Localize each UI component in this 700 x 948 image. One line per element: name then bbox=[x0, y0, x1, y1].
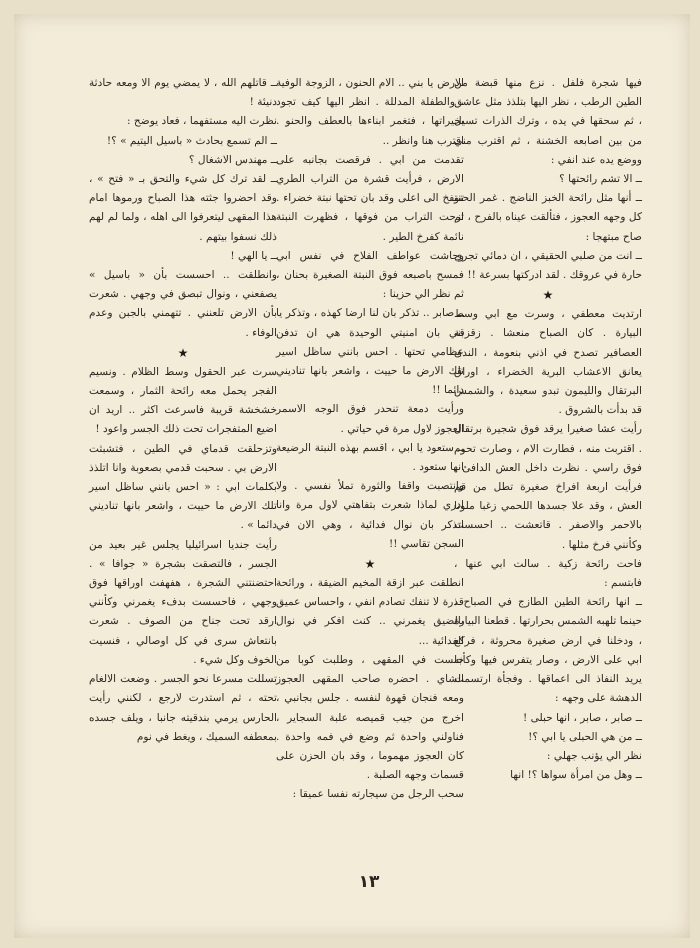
paragraph: ــ ستعود يا ابي ، اقسم بهذه النبتة الرضيعة انها ستعود . bbox=[276, 441, 464, 474]
paragraph: جلست في المقهى ، وطلبت كوبا من الشاي . احضره صاحب المقهى العجوز ومعه فنجان قهوة لنفسه . جلس بجانبي ، اخرج من جيب قميصه علبة السجاير ، فناولني واحدة ثم وضع في فمه واحدة . كان العجوز مهموما ، وقد بان الحزن على قسمات وجهه الصلبة . bbox=[276, 653, 464, 782]
paragraph: نظرت اليه مستفهما ، فعاد يوضح : bbox=[127, 115, 277, 128]
paragraph: فاحت رائحة زكية . سالت ابي عنها ، فابتسم : bbox=[454, 557, 642, 590]
text-column-middle bbox=[276, 74, 464, 805]
section-divider-star: ★ bbox=[177, 345, 189, 360]
paragraph: ــ من هي الحبلى يا ابي ؟! bbox=[528, 730, 642, 743]
paragraph: وجاشت عواطف الفلاح في نفس ابي فمسح باصبعه فوق النبتة الصغيرة بحنان ، ثم نظر الي حزينا : bbox=[276, 249, 464, 301]
paragraph: ــ صابر .. تذكر بان لنا ارضا كهذه ، وتذكر يا بني بان امنيتي الوحيدة هي ان تدفن عظامي تحتها . احس بانني ساظل اسير تلك الارض ما حييت ، واشعر بانها تناديني دائما !! bbox=[276, 307, 464, 397]
paragraph: نظر الي يؤنب جهلي : bbox=[546, 749, 642, 762]
paragraph: ــ وهل من امرأة سواها ؟! انها bbox=[510, 769, 642, 782]
paragraph: تسللت مسرعا نحو الجسر . وضعت الالغام تحته ، ثم استدرت لارجع ، لكنني رأيت الحارس يرمي بندقيته جانبا ، ويلف جسده بمعطفه السميك ، ويغط في نوم bbox=[89, 673, 277, 743]
paragraph: وانطلقت .. احسست بأن « باسيل » يصفعني ، ونوال تبصق في وجهي . شعرت بأن الارض تلعنني . تتهمني بالجبن وعدم الوفاء . bbox=[89, 269, 277, 339]
paragraph: سرت عبر الحقول وسط الظلام . ونسيم الفجر يحمل معه رائحة الثمار ، وسمعت خشخشة قريبة فاسرعت اكثر .. اريد ان اضيع المتفجرات تحت ذلك الجسر واعود ! bbox=[89, 365, 277, 436]
paragraph: وتزحلقت قدماي في الطين ، فتشبثت الارض بي . سحبت قدمي بصعوبة وانا اتلذذ بكلمات ابي : « احس بانني ساظل اسير تلك الارض ما حييت ، واشعر بانها تناديني دائما » . bbox=[89, 442, 277, 532]
text-column-right bbox=[454, 74, 642, 785]
section-divider-star: ★ bbox=[542, 288, 554, 303]
page-number: ١٣ bbox=[358, 872, 380, 892]
paragraph: ــ انت من صلبي الحقيقي ، ان دمائي تجري حارة في عروقك . لقد ادركتها بسرعة !! bbox=[454, 249, 642, 282]
paragraph: فيها شجرة فلفل . نزع منها قبضة من الطين الرطب ، نظر اليها بتلذذ مثل عاشق ، ثم سحقها في يده ، وترك الذرات تسيل من بين اصابعه الخشنة ، ثم اقترب مني ووضع يده عند انفي : bbox=[454, 77, 642, 166]
paragraph: تقدمت من ابي . فرقصت بجانبه على الارض ، فرأيت قشرة من التراب الطري تنتفخ الى اعلى وقد بان تحتها نبتة خضراء . ازحت التراب من فوقها ، فظهرت النبتة نائمة كفرخ الطير . bbox=[276, 153, 464, 243]
paragraph: رأيت جنديا اسرائيليا يجلس غير بعيد من الجسر ، فالتصقت بشجرة « جوافا » . احتضنتني الشجرة ، هفهفت اوراقها فوق وجهي ، فاحسست بدفء يغمرني وكأنني ارقد تحت جناح من الصوف . شعرت بانتعاش سرى في كل اوصالي ، فنسيت الخوف وكل شيء . bbox=[89, 538, 277, 666]
section-divider-star: ★ bbox=[364, 557, 376, 572]
paragraph: ــ صابر ، صابر ، انها حبلى ! bbox=[523, 711, 642, 724]
text-column-left bbox=[89, 74, 277, 747]
magazine-page bbox=[14, 14, 690, 938]
paragraph: سحب الرجل من سيجارته نفسا عميقا : bbox=[292, 788, 464, 801]
paragraph: ارتديت معطفي ، وسرت مع ابي وسط البيارة . كان الصباح منعشا . زقزقة العصافير تصدح في اذني بنعومة ، الندى يعانق الاعشاب البرية الخضراء ، اوراق البرتقال والليمون تبدو سعيدة ، والشمس قد بدأت بالشروق . bbox=[454, 308, 642, 417]
paragraph: الارض يا بني .. الام الحنون ، الزوجة الوفية ، والطفلة المدللة . انظر اليها كيف تجود بخيراتها ، فتغمر ابناءها بالعطف والحنو . اقترب هنا وانظر .. bbox=[276, 77, 464, 147]
paragraph: ورأيت دمعة تنحدر فوق الوجه الاسمر العجوز لاول مرة في حياتي . bbox=[276, 403, 464, 435]
paragraph: وانتصبت واقفا والثورة تملأ نفسي . ولا ادري لماذا شعرت بتفاهتي لاول مرة وانا اتذكر بان نوال فدائية ، وهي الان في السجن تقاسي !! bbox=[276, 480, 464, 550]
paragraph: ــ مهندس الاشغال ؟ bbox=[188, 153, 277, 166]
paragraph: ــ انها رائحة الطين الطازج في الصباح ، حينما تلهبه الشمس بحرارتها . قطعنا البيارة ، ودخلنا في ارض صغيرة محروثة ، فركع ابي على الارض ، وصار يتفرس فيها وكأنه يريد النفاذ الى اعماقها . وفجأة ارتسمت الدهشة على وجهه : bbox=[454, 596, 642, 705]
paragraph: ــ قاتلهم الله ، لا يمضي يوم الا ومعه حادثة دنيئة ! bbox=[89, 77, 277, 109]
paragraph: رأيت عشا صغيرا يرقد فوق شجيرة برتقال . اقتربت منه ، فطارت الام ، وصارت تحوم فوق راسي . نظرت داخل العش الدافئ ، فرأيت اربعة افراخ صغيرة تطل من قم العش ، وقد علا جسدها اللحمي زغبا ملونا بالاحمر والاصفر . قاتعشت .. احسست وكأنني فرخ مثلها . bbox=[454, 423, 642, 551]
paragraph: ــ لقد ترك كل شيء والتحق بـ « فتح » ، وقد احضروا جثته هذا الصباح ورموها امام هذا المقهى ليتعرفوا الى اهله ، ولما لم لهم ذلك نسفوا بيتهم . bbox=[89, 173, 277, 243]
paragraph: ــ الم تسمع بحادث « باسيل اليتيم » ؟! bbox=[106, 134, 277, 147]
paragraph: انطلقت عبر ازقة المخيم الضيقة ، ورائحة قذرة لا تنفك تصادم انفي ، واحساس عميق بالضيق يغمرني .. كنت افكر في نوال الفدائية ... bbox=[276, 577, 464, 647]
paragraph: ــ يا الهي ! bbox=[230, 249, 277, 262]
paragraph: ــ الا تشم رائحتها ؟ bbox=[559, 173, 642, 186]
paragraph: ــ أنها مثل رائحة الخبز الناضج . غمر الحنو كل وجهه العجوز ، فتألقت عيناه بالفرح ، ثم صاح مبتهجا : bbox=[454, 192, 642, 243]
